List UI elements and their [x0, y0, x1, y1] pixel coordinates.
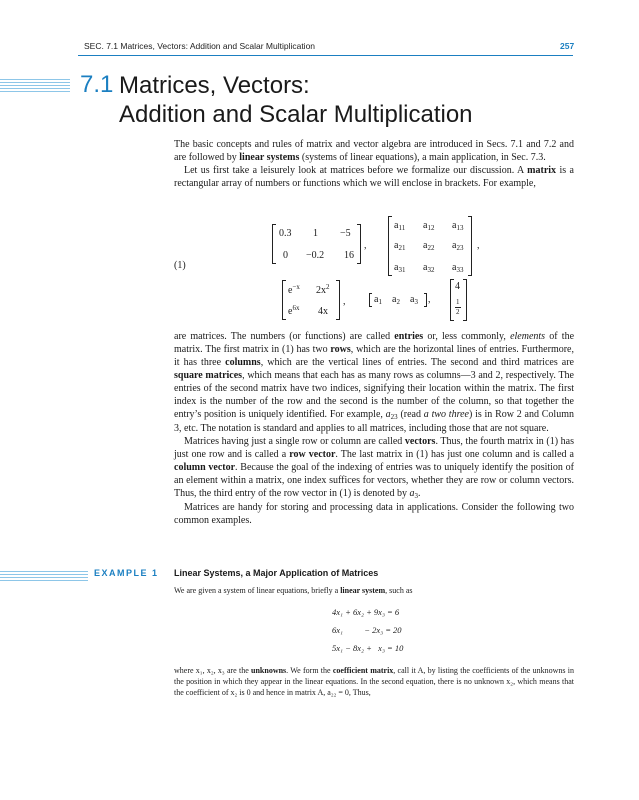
comma: , [364, 240, 367, 251]
matrix-entry: −0.2 [306, 250, 325, 261]
matrix-entry: $a_{13}$ [452, 220, 464, 232]
matrix-entry: $e^{6x}$ [288, 304, 300, 317]
body-paragraph-3: Matrices are handy for storing and processing data in applications. Consider the following two common examples. [174, 502, 574, 526]
body-paragraph-1: are matrices. The numbers (or functions) are called entries or, less commonly, elements of the matrix. The first matrix in (1) has two rows, which are the horizontal lines of entries. Furthermore, it has three columns, which are the vertical lines of entries. The second and third matrices are square matrices, which means that each has as many rows as columns—3 and 2, respectively. The entries of the second matrix have two indices, signifying their location within the matrix. The first index is the number of the row and the second is the number of the column, so that together the entry’s position is uniquely identified. For example, $a_{23}$ (read a two three) is in Row 2 and Column 3, etc. The notation is standard and applies to all matrices, including those that are not square. [174, 331, 575, 434]
example-title: Linear Systems, a Major Application of Matrices [174, 568, 379, 578]
matrix-entry: $2x^2$ [316, 283, 330, 296]
fraction-numerator: 1 [456, 298, 460, 306]
matrix-entry: $a_{33}$ [452, 262, 464, 274]
matrix-entry: −5 [340, 228, 351, 239]
matrix-entry: $a_{23}$ [452, 240, 464, 252]
example-decoration-lines [0, 571, 88, 583]
section-title [119, 71, 473, 129]
matrix-entry: 16 [344, 250, 354, 261]
section-title-line2: Addition and Scalar Multiplication [119, 101, 473, 128]
matrix-entry: $e^{-x}$ [288, 283, 300, 296]
intro-paragraph-2: Let us first take a leisurely look at matrices before we formalize our discussion. A matrix is a rectangular array of numbers or functions which we will enclose in brackets. For example, [174, 165, 574, 189]
header-rule [78, 55, 573, 56]
comma: , [343, 296, 346, 307]
matrix-entry: 0 [283, 250, 288, 261]
example-intro: We are given a system of linear equations, briefly a linear system, such as [174, 586, 413, 595]
fraction-denominator: 2 [456, 308, 460, 316]
matrix-entry: $a_{31}$ [394, 262, 406, 274]
intro-paragraph-1: The basic concepts and rules of matrix and vector algebra are introduced in Secs. 7.1 and 7.2 and are followed by linear systems (systems of linear equations), a main application, in Sec. 7.3. [174, 139, 574, 163]
section-number: 7.1 [80, 71, 114, 98]
body-paragraph-2: Matrices having just a single row or column are called vectors. Thus, the fourth matrix in (1) has just one row and is called a row vector. The last matrix in (1) has just one column and is called a column vector. Because the goal of the indexing of entries was to uniquely identify the position of an element within a matrix, one index suffices for vectors, whether they are row or column vectors. Thus, the third entry of the row vector in (1) is denoted by $a_3$. [174, 436, 574, 500]
vector-entry: 4 [455, 281, 460, 292]
vector-entry: $a_1$ [374, 294, 382, 306]
linear-equation-2: 6x₁ − 2x₃ = 20 [332, 625, 402, 635]
page-number: 257 [560, 41, 575, 51]
example-body: where x₁, x₂, x₃ are the unknowns. We form the coefficient matrix, call it A, by listing the coefficients of the unknowns in the position in which they appear in the linear equations. In the second equation, there is no unknown x₂, which means that the coefficient of x₂ is 0 and hence in matrix A, a₂₂ = 0, Thus, [174, 666, 574, 697]
matrix-entry: $a_{21}$ [394, 240, 406, 252]
title-decoration-lines [0, 79, 70, 94]
matrix-entry: $a_{12}$ [423, 220, 435, 232]
matrix-entry: 4x [318, 306, 328, 317]
matrix-entry: $a_{32}$ [423, 262, 435, 274]
body-text [174, 330, 574, 527]
comma: , [477, 240, 480, 251]
intro-text [174, 138, 574, 190]
linear-equation-1: 4x₁ + 6x₂ + 9x₃ = 6 [332, 607, 400, 617]
matrix-entry: 0.3 [279, 228, 292, 239]
linear-equation-3: 5x₁ − 8x₂ + x₃ = 10 [332, 643, 404, 653]
matrix-entry: $a_{11}$ [394, 220, 406, 232]
equation-label: (1) [174, 260, 186, 271]
running-header: SEC. 7.1 Matrices, Vectors: Addition and Scalar Multiplication [84, 41, 316, 51]
section-title-line1: Matrices, Vectors: [119, 72, 310, 99]
vector-entry: $a_3$ [410, 294, 418, 306]
matrix-entry: $a_{22}$ [423, 240, 435, 252]
comma: , [428, 294, 431, 305]
vector-entry: $a_2$ [392, 294, 400, 306]
matrix-entry: 1 [313, 228, 318, 239]
example-label: EXAMPLE 1 [94, 568, 159, 578]
